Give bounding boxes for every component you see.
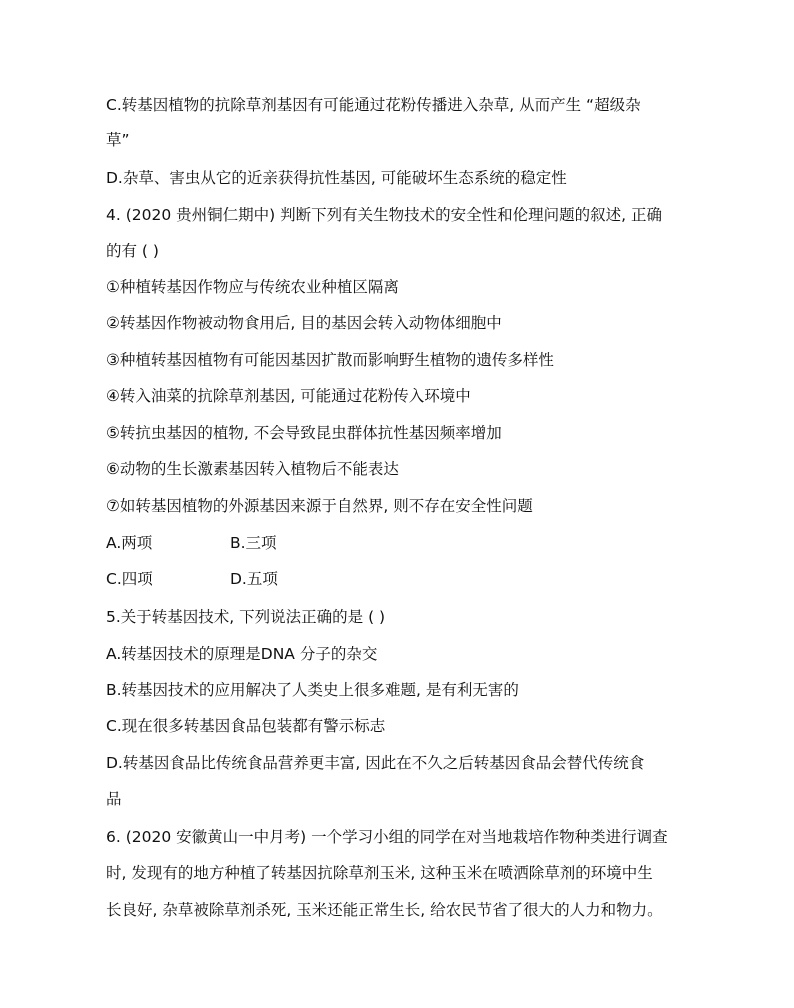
q6-line3: 长良好, 杂草被除草剂杀死, 玉米还能正常生长, 给农民节省了很大的人力和物力。 [106, 901, 663, 919]
q4-statement-5: ⑤转抗虫基因的植物, 不会导致昆虫群体抗性基因频率增加 [106, 424, 502, 442]
q4-statement-3: ③种植转基因植物有可能因基因扩散而影响野生植物的遗传多样性 [106, 351, 554, 369]
q5-option-c: C.现在很多转基因食品包装都有警示标志 [106, 717, 386, 735]
q4-statement-7: ⑦如转基因植物的外源基因来源于自然界, 则不存在安全性问题 [106, 497, 533, 515]
q4-statement-4: ④转入油菜的抗除草剂基因, 可能通过花粉传入环境中 [106, 387, 471, 405]
q3-option-d: D.杂草、害虫从它的近亲获得抗性基因, 可能破坏生态系统的稳定性 [106, 169, 567, 187]
q5-option-d-line1: D.转基因食品比传统食品营养更丰富, 因此在不久之后转基因食品会替代传统食 [106, 754, 645, 772]
q6-line2: 时, 发现有的地方种植了转基因抗除草剂玉米, 这种玉米在喷洒除草剂的环境中生 [106, 864, 653, 882]
q5-option-d-line2: 品 [106, 790, 122, 808]
q5-stem: 5.关于转基因技术, 下列说法正确的是 ( ) [106, 608, 386, 626]
q3-option-c-line2: 草” [106, 131, 130, 149]
q5-option-a: A.转基因技术的原理是DNA 分子的杂交 [106, 645, 378, 663]
q5-option-b: B.转基因技术的应用解决了人类史上很多难题, 是有利无害的 [106, 681, 519, 699]
q4-stem-line2: 的有 ( ) [106, 242, 159, 260]
q4-stem-line1: 4. (2020 贵州铜仁期中) 判断下列有关生物技术的安全性和伦理问题的叙述, 正确 [106, 206, 662, 224]
q4-statement-1: ①种植转基因作物应与传统农业种植区隔离 [106, 278, 399, 296]
q4-statement-2: ②转基因作物被动物食用后, 目的基因会转入动物体细胞中 [106, 314, 502, 332]
q4-option-a: A.两项 [106, 534, 153, 552]
q4-option-b: B.三项 [230, 534, 277, 552]
q6-line1: 6. (2020 安徽黄山一中月考) 一个学习小组的同学在对当地栽培作物种类进行调查 [106, 828, 668, 846]
q4-statement-6: ⑥动物的生长激素基因转入植物后不能表达 [106, 460, 399, 478]
q4-option-d: D.五项 [230, 570, 278, 588]
q3-option-c-line1: C.转基因植物的抗除草剂基因有可能通过花粉传播进入杂草, 从而产生 “超级杂 [106, 96, 641, 114]
q4-option-c: C.四项 [106, 570, 153, 588]
